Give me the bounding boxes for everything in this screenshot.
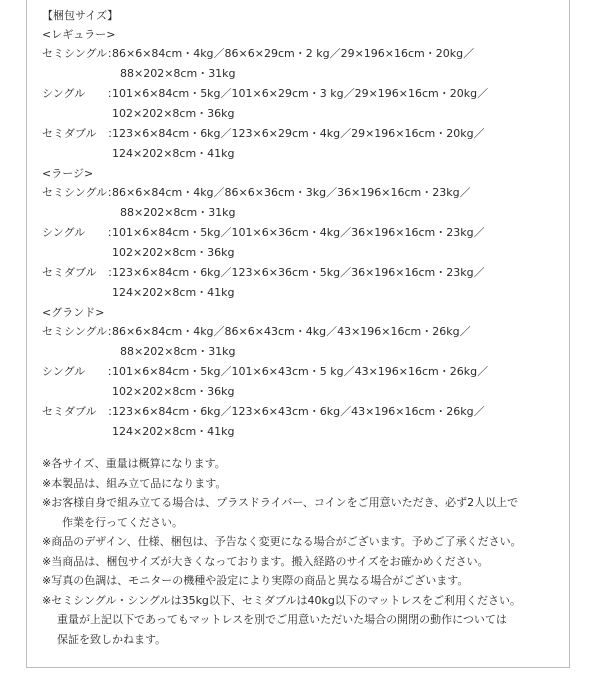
size-name: セミシングル： bbox=[42, 47, 119, 60]
group-regular bbox=[42, 25, 562, 164]
group-grand bbox=[42, 303, 562, 442]
note-item-continued: 作業を行ってください。 bbox=[62, 515, 183, 529]
note-item: ※セミシングル・シングルは35kg以下、セミダブルは40kg以下のマットレスをご利用ください。 bbox=[42, 593, 522, 607]
size-spec-line: 86×6×84cm・4kg／86×6×43cm・4kg／43×196×16cm・26kg／ bbox=[112, 325, 471, 338]
size-name: シングル ： bbox=[42, 87, 119, 100]
size-row-single bbox=[42, 362, 562, 402]
size-spec-line: 102×202×8cm・36kg bbox=[112, 107, 235, 120]
size-spec-line: 123×6×84cm・6kg／123×6×29cm・4kg／29×196×16cm・20kg／ bbox=[112, 127, 485, 140]
size-name: セミダブル ： bbox=[42, 405, 119, 418]
packing-size-section bbox=[42, 6, 562, 649]
group-label: <グランド> bbox=[42, 306, 105, 319]
size-spec-line: 102×202×8cm・36kg bbox=[112, 246, 235, 259]
note-item: ※各サイズ、重量は概算になります。 bbox=[42, 457, 226, 470]
size-row-semi-single bbox=[42, 183, 562, 223]
size-spec-line: 86×6×84cm・4kg／86×6×29cm・2 kg／29×196×16cm・20kg／ bbox=[112, 47, 475, 60]
size-row-semi-double bbox=[42, 402, 562, 442]
size-row-semi-double bbox=[42, 263, 562, 303]
size-spec-line: 124×202×8cm・41kg bbox=[112, 425, 235, 438]
size-spec-line: 88×202×8cm・31kg bbox=[120, 206, 236, 219]
size-name: セミダブル ： bbox=[42, 266, 119, 279]
group-large bbox=[42, 164, 562, 303]
size-name: シングル ： bbox=[42, 365, 119, 378]
note-item: ※写真の色調は、モニターの機種や設定により実際の商品と異なる場合がございます。 bbox=[42, 574, 469, 587]
note-item: ※お客様自身で組み立てる場合は、プラスドライバー、コインをご用意いただき、必ず2人以上で bbox=[42, 496, 519, 509]
note-item: ※商品のデザイン、仕様、梱包は、予告なく変更になる場合がございます。予めご了承ください。 bbox=[42, 535, 522, 548]
size-spec-line: 101×6×84cm・5kg／101×6×43cm・5 kg／43×196×16cm・26kg／ bbox=[112, 365, 489, 378]
size-row-semi-single bbox=[42, 44, 562, 84]
size-spec-line: 124×202×8cm・41kg bbox=[112, 286, 235, 299]
size-spec-line: 88×202×8cm・31kg bbox=[120, 67, 236, 80]
size-spec-line: 123×6×84cm・6kg／123×6×36cm・5kg／36×196×16cm・23kg／ bbox=[112, 266, 485, 279]
size-spec-line: 88×202×8cm・31kg bbox=[120, 345, 236, 358]
size-spec-line: 86×6×84cm・4kg／86×6×36cm・3kg／36×196×16cm・23kg／ bbox=[112, 186, 471, 199]
note-item: ※当商品は、梱包サイズが大きくなっております。搬入経路のサイズをお確かめください。 bbox=[42, 554, 489, 568]
note-item-continued: 保証を致しかねます。 bbox=[57, 632, 167, 646]
size-name: セミシングル： bbox=[42, 325, 119, 338]
size-spec-line: 101×6×84cm・5kg／101×6×29cm・3 kg／29×196×16cm・20kg／ bbox=[112, 87, 489, 100]
size-row-semi-single bbox=[42, 322, 562, 362]
notes-list bbox=[42, 454, 562, 649]
size-name: セミシングル： bbox=[42, 186, 119, 199]
size-row-single bbox=[42, 84, 562, 124]
note-item: ※本製品は、組み立て品になります。 bbox=[42, 476, 227, 490]
size-name: シングル ： bbox=[42, 226, 119, 239]
group-label: <レギュラー> bbox=[42, 28, 116, 41]
group-label: <ラージ> bbox=[42, 167, 94, 180]
note-item-continued: 重量が上記以下であってもマットレスを別でご用意いただいた場合の開閉の動作については bbox=[57, 613, 507, 626]
size-spec-line: 124×202×8cm・41kg bbox=[112, 147, 235, 160]
size-spec-line: 102×202×8cm・36kg bbox=[112, 385, 235, 398]
size-row-single bbox=[42, 223, 562, 263]
size-name: セミダブル ： bbox=[42, 127, 119, 140]
section-title: 【梱包サイズ】 bbox=[42, 9, 119, 22]
size-spec-line: 101×6×84cm・5kg／101×6×36cm・4kg／36×196×16cm・23kg／ bbox=[112, 226, 485, 239]
size-spec-line: 123×6×84cm・6kg／123×6×43cm・6kg／43×196×16cm・26kg／ bbox=[112, 405, 485, 418]
size-row-semi-double bbox=[42, 124, 562, 164]
